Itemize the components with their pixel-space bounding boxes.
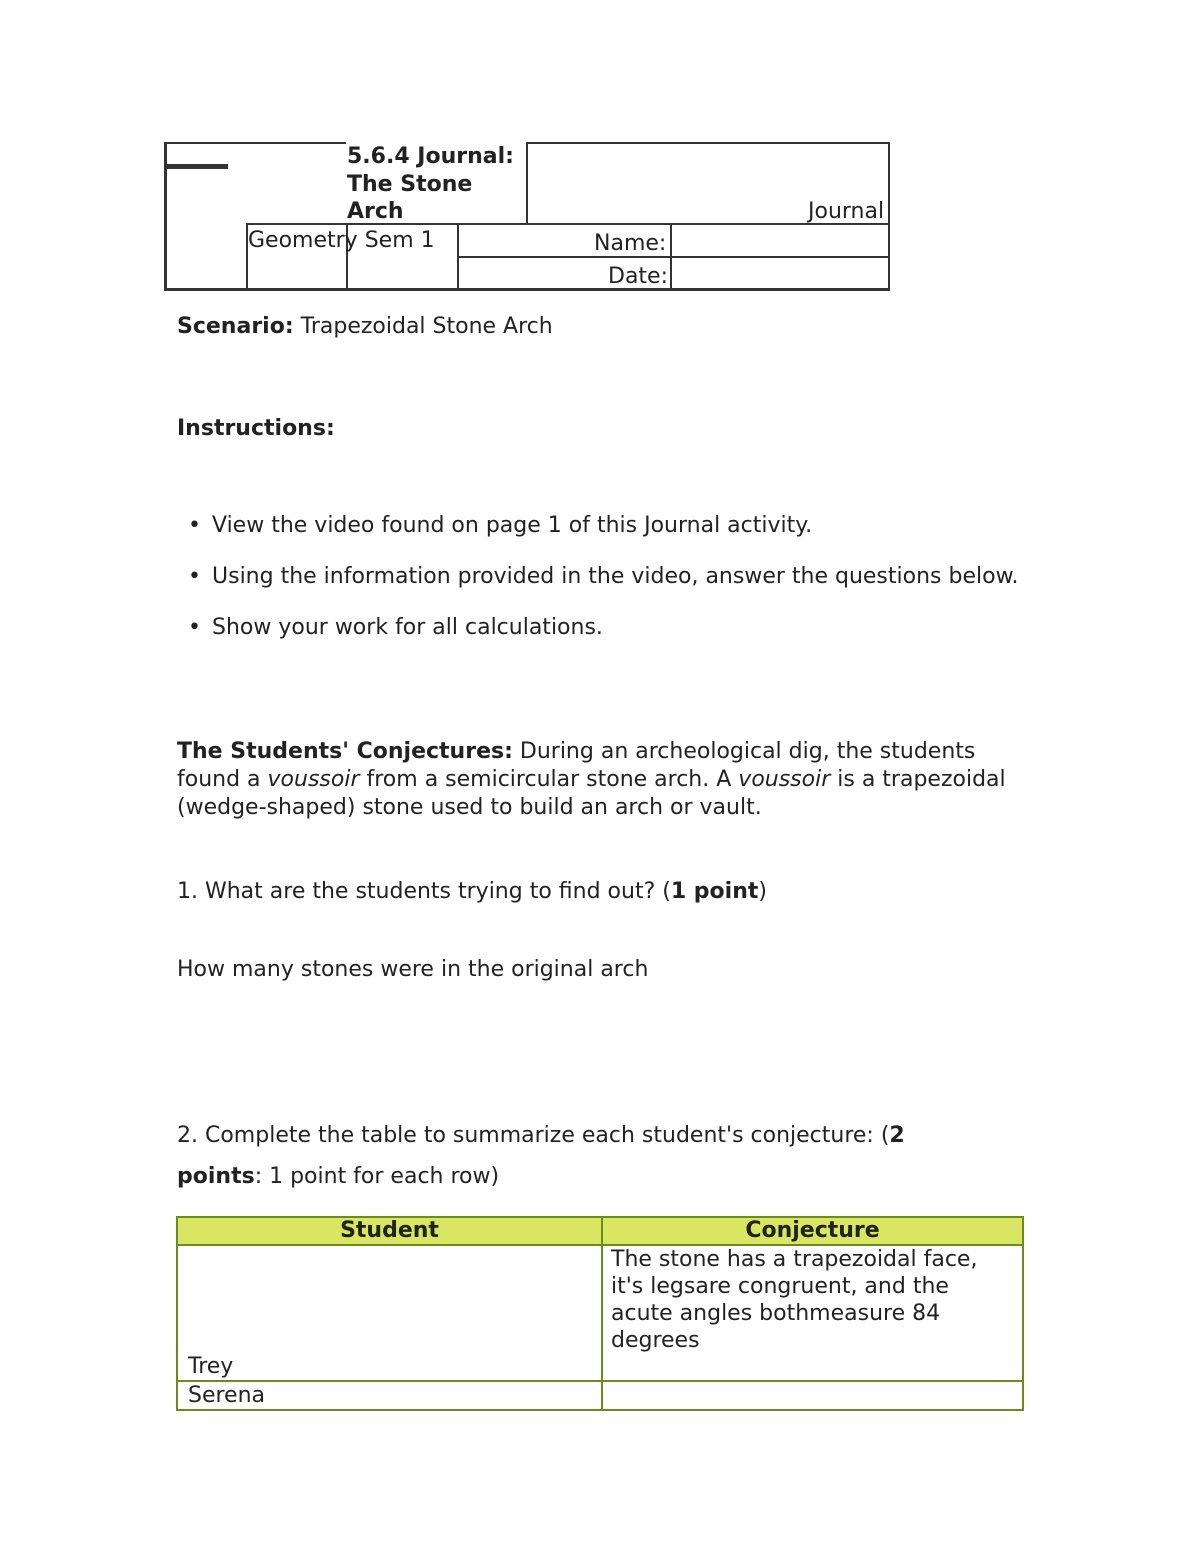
bullet-icon: •	[188, 564, 201, 589]
bullet-icon: •	[188, 615, 201, 640]
question-2-points-number: 2	[889, 1123, 905, 1148]
conjecture-cell[interactable]: The stone has a trapezoidal face, it's legsare congruent, and the acute angles bothmeasure 84 degrees	[602, 1245, 1023, 1381]
instruction-item: • Show your work for all calculations.	[188, 615, 603, 640]
student-column-header: Student	[177, 1217, 602, 1245]
bullet-icon: •	[188, 513, 201, 538]
question-2-line-1: 2. Complete the table to summarize each student's conjecture: (2	[177, 1123, 905, 1148]
student-cell[interactable]: Serena	[177, 1381, 602, 1410]
journal-title-line-3: Arch	[347, 199, 404, 224]
voussoir-term: voussoir	[738, 767, 831, 792]
table-header-row	[177, 1217, 1023, 1245]
instruction-item: • View the video found on page 1 of this Journal activity.	[188, 513, 813, 538]
name-label: Name:	[594, 231, 667, 256]
course-name: Geometry Sem 1	[248, 228, 435, 253]
question-2-points-word: points	[177, 1164, 255, 1189]
conjecture-cell[interactable]	[602, 1381, 1023, 1410]
conjectures-label: The Students' Conjectures:	[177, 739, 513, 764]
date-field[interactable]	[673, 259, 887, 287]
conjectures-intro: The Students' Conjectures: During an archeological dig, the students found a voussoir from a semicircular stone arch. A voussoir is a trapezoidal (wedge-shaped) stone used to build an arch or vault.	[177, 739, 1006, 820]
scenario-line	[177, 313, 553, 340]
conjecture-table	[176, 1216, 1024, 1411]
instruction-item: • Using the information provided in the video, answer the questions below.	[188, 564, 1019, 589]
question-1-answer[interactable]: How many stones were in the original arch	[177, 957, 649, 982]
question-1-points: 1 point	[670, 879, 759, 904]
date-label: Date:	[608, 264, 668, 289]
scenario-text: Trapezoidal Stone Arch	[300, 314, 553, 339]
table-row	[177, 1381, 1023, 1410]
name-field[interactable]	[673, 226, 887, 255]
instructions-list	[188, 512, 1028, 665]
journal-title-line-2: The Stone	[347, 172, 473, 197]
activity-type-label: Journal	[808, 199, 885, 224]
scenario-label: Scenario:	[177, 314, 294, 339]
instructions-heading: Instructions:	[177, 416, 335, 441]
journal-title-line-1: 5.6.4 Journal:	[347, 144, 514, 169]
conjecture-column-header: Conjecture	[602, 1217, 1023, 1245]
student-cell[interactable]: Trey	[177, 1245, 602, 1381]
question-2-line-2: points: 1 point for each row)	[177, 1164, 500, 1189]
table-row	[177, 1245, 1023, 1381]
question-1: 1. What are the students trying to find out? (1 point)	[177, 879, 767, 904]
voussoir-term: voussoir	[267, 767, 360, 792]
